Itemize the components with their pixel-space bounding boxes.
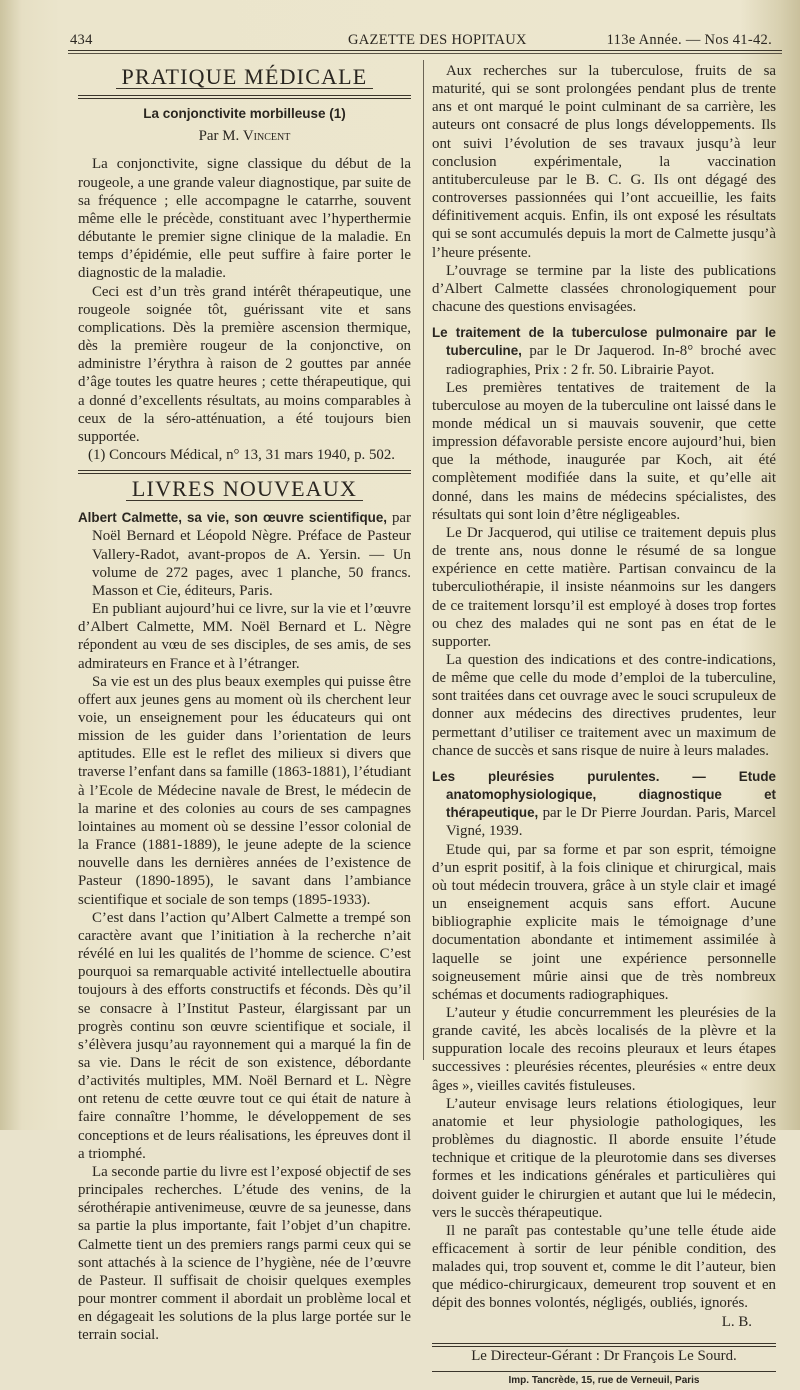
footnote: (1) Concours Médical, n° 13, 31 mars 1940, p. 502. (88, 446, 396, 463)
review-paragraph: Le Dr Jacquerod, qui utilise ce traitement depuis plus de trente ans, nous donne le résumé de sa longue expérience en cette matière. Partisan convaincu de la tuberculiothérapie, il insiste néanmoins sur les dangers de ce traitement lorsqu’il est employé à doses trop fortes ou chez des malades qui ne sont pas en état de le supporter. (432, 524, 776, 650)
section-divider (78, 95, 411, 99)
review-paragraph: L’ouvrage se termine par la liste des publications d’Albert Calmette classées chronologiquement pour chacune des questions envisagées. (432, 262, 776, 316)
review-paragraph: Etude qui, par sa forme et par son esprit, témoigne d’un esprit positif, à la fois clinique et chirurgical, mais où tout médecin trouvera, grâce à un style clair et imagé un enseignement acquis sans effort. Aucune bibliographie explicite mais le témoignage d’une documentation abondante et intimement assimilée à laquelle se joint une expérience personnelle soigneusement mûrie ainsi que de très nombreux schémas et documents radiographiques. (432, 841, 776, 1003)
column-divider (423, 60, 424, 1060)
left-column (78, 62, 411, 1344)
review-paragraph: L’auteur envisage leurs relations étiologiques, leur anatomie et leur physiologie pathologiques, les problèmes du diagnostic. Il aborde ensuite l’étude technique et critique de la pleurotomie dans ses diverses formes et les indications générales et particulières qui doivent guider le chirurgien et autant que lui le médecin, vers le succès thérapeutique. (432, 1095, 776, 1221)
review-paragraph: Les premières tentatives de traitement de la tuberculose au moyen de la tuberculine ont laissé dans le monde médical un si mauvais souvenir, que cette impression défavorable persiste encore aujourd’hui, bien que la méthode, inaugurée par Koch, ait été complètement modifiée dans la suite, et qu’elle ait donné, dans les mains de médecins spécialistes, des résultats qui sont loin d’être négligeables. (432, 379, 776, 523)
review-paragraph: L’auteur y étudie concurremment les pleurésies de la grande cavité, les abcès localisés de la plèvre et la suppuration locale des recoins pleuraux et leurs étapes successives : pleurésies récentes, pleurésies « entre deux âges », vieilles cavités fistuleuses. (432, 1004, 776, 1094)
review-paragraph: En publiant aujourd’hui ce livre, sur la vie et l’œuvre d’Albert Calmette, MM. Noël Bernard et L. Nègre répondent au vœu de ses disciples, de ses amis, de ses admirateurs en France et à l’étranger. (78, 601, 411, 672)
book-title: Le traitement de la tuberculose pulmonaire par le tuberculine, (432, 325, 776, 359)
book-title: Les pleurésies purulentes. — Etude anatomophysiologique, diagnostique et thérapeutique, (432, 768, 776, 821)
review-paragraph: Sa vie est un des plus beaux exemples qui puisse être offert aux jeunes gens au moment où ils cherchent leur voie, un enseignement pour les éducateurs qui ont mission de les guider dans l’orientation de leurs aptitudes. Elle est le reflet des milieux si divers que traverse l’enfant dans sa famille (1863-1881), l’étudiant à l’Ecole de Médecine navale de Brest, le médecin de la marine et des colonies au cours de ses campagnes lointaines au moment où se dessine l’essor colonial de la France (1881-1889), le jeune adepte de la science nouvelle dans les dernières années de l’existence de Pasteur (1890-1895), le savant dans l’ambiance scientifique et sociale de son temps (1895-1933). (78, 673, 411, 908)
review-paragraph: Aux recherches sur la tuberculose, fruits de sa maturité, qui se sont prolongées pendant plus de trente ans et ont marqué le point culminant de sa carrière, les auteurs ont consacré de plus longs développements. Ils ont suivi l’évolution de ses travaux jusqu’à leur conclusion expérimentale, la vaccination antituberculeuse par le B. C. G. Ils ont dégagé des controverses passionnées qui l’ont accueillie, les faits définitivement acquis. Enfin, ils ont exposé les résultats qui se sont accumulés depuis la mort de Calmette jusqu’à l’heure présente. (432, 63, 776, 261)
book-details: par le Dr Pierre Jourdan. Paris, Marcel Vigné, 1939. (446, 805, 776, 840)
director-line: Le Directeur-Gérant : Dr François Le Sourd. (471, 1347, 737, 1364)
article-paragraph: La conjonctivite, signe classique du début de la rougeole, a une grande valeur diagnostique, par suite de sa fréquence ; elle accompagne le catarrhe, souvent même elle le précède, constituant avec l’hyperthermie débutante le premier signe clinique de la maladie. En temps d’épidémie, elle peut suffire à faire porter le diagnostic de la maladie. (78, 156, 411, 282)
review-signature: L. B. (721, 1313, 752, 1330)
review-paragraph: C’est dans l’action qu’Albert Calmette a trempé son caractère avant que l’initiation à la recherche n’ait révélé en lui les qualités de l’homme de science. C’est pourquoi sa remarquable activité intellectuelle aboutira toujours à des efforts constructifs et féconds. Dès qu’il se consacre à l’Institut Pasteur, élargissant par un progrès continu son œuvre scientifique et sociale, il s’élèvera jusqu’au rayonnement qui a marqué la fin de sa vie. Dans le récit de son existence, débordante d’activités multiples, MM. Noël Bernard et L. Nègre ont retenu de cette œuvre tout ce qui était de nature à faire connaître l’homme, le développement de ses conceptions et de leurs réalisations, les épreuves dont il a triomphé. (78, 909, 411, 1162)
book-heading (432, 324, 776, 378)
book-details: par Noël Bernard et Léopold Nègre. Préface de Pasteur Vallery-Radot, avant-propos de A. Yersin. — Un volume de 272 pages, avec 1 planche, 50 francs. Masson et Cie, éditeurs, Paris. (92, 510, 411, 599)
book-details: par le Dr Jaquerod. In-8° broché avec radiographies, Prix : 2 fr. 50. Librairie Payot. (446, 343, 776, 378)
issue-number: 113e Année. — Nos 41-42. (606, 32, 772, 48)
section-title-pratique: PRATIQUE MÉDICALE (78, 68, 411, 89)
book-heading (78, 509, 411, 600)
review-paragraph: Il ne paraît pas contestable qu’une telle étude aide efficacement à sortir de leur pénible condition, des malades qui, trop souvent et, comme le dit l’auteur, bien que médico-chirurgicaux, demeurent trop souvent et en dépit des bonnes volontés, négligés, oubliés, ignorés. (432, 1222, 776, 1312)
book-title: Albert Calmette, sa vie, son œuvre scientifique, (78, 510, 387, 526)
article-title: La conjonctivite morbilleuse (1) (143, 106, 346, 122)
printer-imprint: Imp. Tancrède, 15, rue de Verneuil, Paris (508, 1374, 700, 1386)
right-column (432, 62, 776, 1390)
section-divider (78, 470, 411, 474)
review-paragraph: La question des indications et des contre-indications, de même que celle du mode d’emploi de la tuberculine, sont traitées dans cet ouvrage avec le souci scrupuleux de donner aux médecins des directives prudentes, leur permettant d’utiliser ce traitement avec un maximum de chance de succès et sans risque de nuire à leurs malades. (432, 652, 776, 759)
journal-title: GAZETTE DES HOPITAUX (348, 32, 527, 48)
article-author: Par M. Vincent (198, 128, 291, 145)
book-heading (432, 768, 776, 841)
page-number: 434 (70, 32, 93, 48)
review-paragraph: La seconde partie du livre est l’exposé objectif de ses principales recherches. L’étude des venins, de la sérothérapie antivenimeuse, œuvre de sa jeunesse, dans sa partie la plus importante, fait l’objet d’un chapitre. Calmette tient un des premiers rangs parmi ceux qui se sont attachés à la science de l’hygiène, née de l’œuvre de Pasteur. Il suffisait de choisir quelques exemples pour montrer comment il abordait un problème local et en dégageait les solutions de la plus large portée sur le terrain social. (78, 1163, 411, 1344)
article-paragraph: Ceci est d’un très grand intérêt thérapeutique, une rougeole soignée tôt, guérissant vite et sans complications. Dès la première ascension thermique, dès la première rougeur de la conjonctive, on administre l’érythra à raison de 2 gouttes par année d’âge toutes les quatre heures ; cette thérapeutique, qui a donné d’excellents résultats, au moins comparables à ceux de la séro-atténuation, a été toujours bien supportée. (78, 283, 411, 445)
header-rule (68, 50, 782, 51)
footer-rule (432, 1343, 776, 1344)
header-rule-thin (68, 53, 782, 54)
running-header (70, 28, 776, 50)
section-title-livres: LIVRES NOUVEAUX (78, 480, 411, 501)
